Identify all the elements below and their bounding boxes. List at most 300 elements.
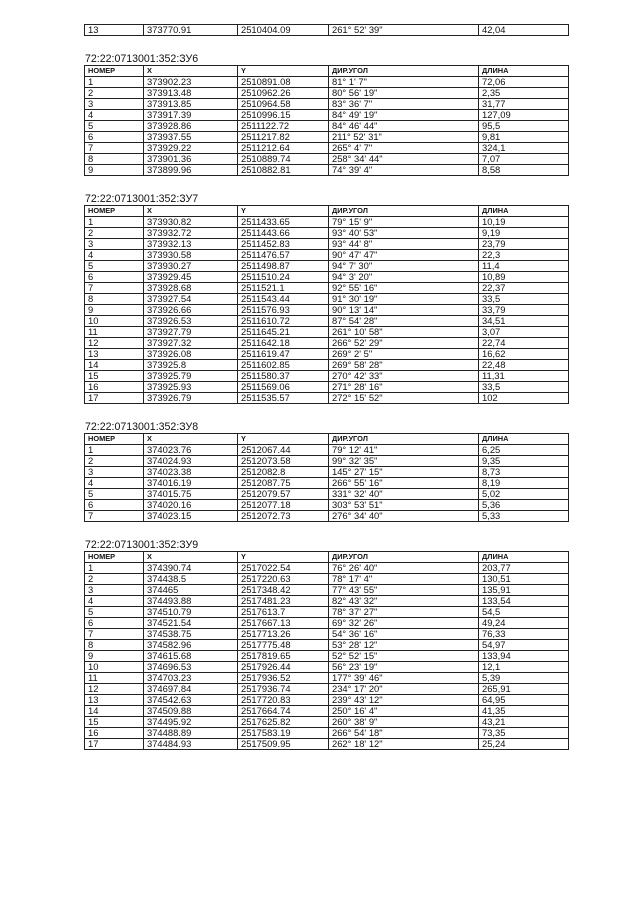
cell-x: 374015.75 (144, 489, 238, 500)
table-row (85, 165, 569, 176)
cell-length: 203,77 (479, 563, 569, 574)
cell-length: 10,19 (479, 217, 569, 228)
cell-number: 3 (85, 99, 144, 110)
cell-angle: 266° 54' 18" (329, 728, 479, 739)
cell-angle: 262° 18' 12" (329, 739, 479, 750)
header-x: X (144, 206, 238, 217)
cell-x: 374510.79 (144, 607, 238, 618)
cell-x: 373928.68 (144, 283, 238, 294)
table-row (85, 728, 569, 739)
cell-y: 2510962.26 (238, 88, 329, 99)
table-row (85, 585, 569, 596)
header-y: Y (238, 66, 329, 77)
cell-number: 1 (85, 217, 144, 228)
header-angle: ДИР.УГОЛ (329, 206, 479, 217)
cell-number: 12 (85, 338, 144, 349)
cell-y: 2517667.13 (238, 618, 329, 629)
table-row (85, 706, 569, 717)
cell-angle: 261° 10' 58" (329, 327, 479, 338)
cell-y: 2511521.1 (238, 283, 329, 294)
cell-angle: 90° 13' 14" (329, 305, 479, 316)
header-y: Y (238, 434, 329, 445)
cell-number: 6 (85, 500, 144, 511)
cell-angle: 76° 26' 40" (329, 563, 479, 574)
cell-angle: 266° 52' 29" (329, 338, 479, 349)
cell-number: 16 (85, 382, 144, 393)
table-row (85, 121, 569, 132)
cell-length: 25,24 (479, 739, 569, 750)
cell-x: 374438.5 (144, 574, 238, 585)
table-row (85, 563, 569, 574)
cell-y: 2511610.72 (238, 316, 329, 327)
table-row (85, 717, 569, 728)
cell-length: 7,07 (479, 154, 569, 165)
cell-y: 2510891.08 (238, 77, 329, 88)
cell-x: 373917.39 (144, 110, 238, 121)
cell-x: 374582.96 (144, 640, 238, 651)
header-number: НОМЕР (85, 206, 144, 217)
table-row (85, 316, 569, 327)
cell-y: 2512079.57 (238, 489, 329, 500)
cell-angle: 69° 32' 26" (329, 618, 479, 629)
cell-number: 12 (85, 684, 144, 695)
table-row (85, 132, 569, 143)
table-row (85, 445, 569, 456)
cell-x: 374703.23 (144, 673, 238, 684)
cell-number: 10 (85, 662, 144, 673)
cell-x: 373926.79 (144, 393, 238, 404)
cell-x: 373927.79 (144, 327, 238, 338)
cell-x: 374696.53 (144, 662, 238, 673)
cell-x: 374023.15 (144, 511, 238, 522)
table-row (85, 371, 569, 382)
cell-length: 22,48 (479, 360, 569, 371)
cell-length: 5,36 (479, 500, 569, 511)
cell-number: 11 (85, 327, 144, 338)
cell-number: 6 (85, 132, 144, 143)
cell-length: 8,19 (479, 478, 569, 489)
cell-x: 374016.19 (144, 478, 238, 489)
cell-length: 54,5 (479, 607, 569, 618)
header-number: НОМЕР (85, 552, 144, 563)
cell-y: 2510889.74 (238, 154, 329, 165)
cell-angle: 90° 47' 47" (329, 250, 479, 261)
cell-angle: 269° 58' 28" (329, 360, 479, 371)
cell-y: 2511122.72 (238, 121, 329, 132)
cell-number: 7 (85, 143, 144, 154)
cell-number: 1 (85, 445, 144, 456)
cell-y: 2517625.82 (238, 717, 329, 728)
table-row (85, 228, 569, 239)
table-row (85, 154, 569, 165)
cell-length: 6,25 (479, 445, 569, 456)
cell-number: 17 (85, 393, 144, 404)
cell-length: 5,39 (479, 673, 569, 684)
cell-y: 2512082.8 (238, 467, 329, 478)
table-row (85, 662, 569, 673)
header-angle: ДИР.УГОЛ (329, 552, 479, 563)
cell-y: 2511476.57 (238, 250, 329, 261)
cell-length: 8,73 (479, 467, 569, 478)
cell-number: 9 (85, 305, 144, 316)
cell-number: 13 (85, 695, 144, 706)
cell-length: 12,1 (479, 662, 569, 673)
cell-x: 373925.79 (144, 371, 238, 382)
cell-length: 11,31 (479, 371, 569, 382)
cell-x: 374542.63 (144, 695, 238, 706)
cell-y: 2517583.19 (238, 728, 329, 739)
coordinates-table (84, 65, 569, 176)
cell-number: 1 (85, 77, 144, 88)
cell-number: 15 (85, 371, 144, 382)
cell-angle: 258° 34' 44" (329, 154, 479, 165)
cell-x: 373927.32 (144, 338, 238, 349)
cell-angle: 56° 23' 19" (329, 662, 479, 673)
cell-number: 5 (85, 121, 144, 132)
header-length: ДЛИНА (479, 434, 569, 445)
cell-length: 23,79 (479, 239, 569, 250)
header-y: Y (238, 552, 329, 563)
cell-angle: 271° 28' 16" (329, 382, 479, 393)
table-row (85, 393, 569, 404)
cell-angle: 92° 55' 16" (329, 283, 479, 294)
cell-number: 1 (85, 563, 144, 574)
cell-angle: 91° 30' 19" (329, 294, 479, 305)
table-row (85, 467, 569, 478)
cell-length: 9,35 (479, 456, 569, 467)
cell-angle: 83° 36' 7" (329, 99, 479, 110)
section-title: 72:22:0713001:352:ЗУ6 (85, 53, 199, 65)
cell-length: 324,1 (479, 143, 569, 154)
table-row (85, 607, 569, 618)
cell-x: 373913.85 (144, 99, 238, 110)
table-row (85, 739, 569, 750)
cell-y: 2510964.58 (238, 99, 329, 110)
cell-angle: 276° 34' 40" (329, 511, 479, 522)
table-row (85, 500, 569, 511)
cell-y: 2511212.64 (238, 143, 329, 154)
table-row (85, 629, 569, 640)
table-row (85, 283, 569, 294)
cell-x: 374538.75 (144, 629, 238, 640)
cell-length: 133,54 (479, 596, 569, 607)
cell-y: 2511645.21 (238, 327, 329, 338)
cell-length: 102 (479, 393, 569, 404)
table-row (85, 489, 569, 500)
cell-length: 73,35 (479, 728, 569, 739)
cell-angle: 80° 56' 19" (329, 88, 479, 99)
cell-angle: 52° 52' 15" (329, 651, 479, 662)
cell-y: 2517713.26 (238, 629, 329, 640)
cell-x: 374615.68 (144, 651, 238, 662)
cell-angle: 93° 44' 8" (329, 239, 479, 250)
table-row (85, 618, 569, 629)
cell-y: 2512087.75 (238, 478, 329, 489)
coordinates-table (84, 551, 569, 750)
cell-angle: 272° 15' 52" (329, 393, 479, 404)
cell-number: 2 (85, 228, 144, 239)
table-row (85, 338, 569, 349)
cell-x: 373929.22 (144, 143, 238, 154)
cell-number: 4 (85, 110, 144, 121)
cell-length: 49,24 (479, 618, 569, 629)
cell-y: 2517819.65 (238, 651, 329, 662)
header-y: Y (238, 206, 329, 217)
table-row (85, 217, 569, 228)
cell-angle: 54° 36' 16" (329, 629, 479, 640)
cell-length: 64,95 (479, 695, 569, 706)
table-row (85, 239, 569, 250)
cell-x: 373932.13 (144, 239, 238, 250)
cell-y: 2517926.44 (238, 662, 329, 673)
cell-number: 3 (85, 239, 144, 250)
header-angle: ДИР.УГОЛ (329, 66, 479, 77)
cell-angle: 94° 7' 30" (329, 261, 479, 272)
cell-number: 15 (85, 717, 144, 728)
cell-y: 2517936.74 (238, 684, 329, 695)
cell-x: 373932.72 (144, 228, 238, 239)
table-row (85, 77, 569, 88)
cell-y: 2511642.18 (238, 338, 329, 349)
cell-x: 373899.96 (144, 165, 238, 176)
cell-y: 2511619.47 (238, 349, 329, 360)
header-x: X (144, 66, 238, 77)
table-row (85, 456, 569, 467)
cell-x: 374465 (144, 585, 238, 596)
cell-y: 2511580.37 (238, 371, 329, 382)
cell-x: 374697.84 (144, 684, 238, 695)
table-header-row (85, 552, 569, 563)
cell-length: 2,35 (479, 88, 569, 99)
table-row (85, 640, 569, 651)
header-length: ДЛИНА (479, 206, 569, 217)
cell-angle: 211° 52' 31" (329, 132, 479, 143)
cell-angle: 234° 17' 20" (329, 684, 479, 695)
cell-angle: 331° 32' 40" (329, 489, 479, 500)
header-length: ДЛИНА (479, 66, 569, 77)
table-row (85, 261, 569, 272)
cell-length: 33,5 (479, 294, 569, 305)
table-row (85, 596, 569, 607)
cell-length: 31,77 (479, 99, 569, 110)
cell-length: 72,06 (479, 77, 569, 88)
cell-angle: 77° 43' 55" (329, 585, 479, 596)
cell-x: 373929.45 (144, 272, 238, 283)
cell-number: 6 (85, 618, 144, 629)
cell-angle: 265° 4' 7" (329, 143, 479, 154)
cell-number: 13 (85, 349, 144, 360)
cell-x: 373926.08 (144, 349, 238, 360)
cell-number: 13 (85, 25, 144, 36)
cell-number: 14 (85, 706, 144, 717)
cell-x: 374493.88 (144, 596, 238, 607)
cell-angle: 250° 16' 4" (329, 706, 479, 717)
section-title: 72:22:0713001:352:ЗУ7 (85, 193, 199, 205)
cell-x: 373926.53 (144, 316, 238, 327)
cell-length: 10,89 (479, 272, 569, 283)
cell-number: 9 (85, 165, 144, 176)
cell-angle: 303° 53' 51" (329, 500, 479, 511)
table-row (85, 88, 569, 99)
cell-x: 373901.36 (144, 154, 238, 165)
table-row (85, 327, 569, 338)
cell-number: 7 (85, 283, 144, 294)
cell-x: 374024.93 (144, 456, 238, 467)
cell-x: 373926.66 (144, 305, 238, 316)
cell-y: 2512067.44 (238, 445, 329, 456)
cell-x: 374488.89 (144, 728, 238, 739)
coordinates-table (84, 205, 569, 404)
table-row (85, 382, 569, 393)
document-page (84, 24, 568, 750)
cell-angle: 74° 39' 4" (329, 165, 479, 176)
cell-number: 8 (85, 154, 144, 165)
table-row (85, 250, 569, 261)
table-row (85, 673, 569, 684)
cell-y: 2512073.58 (238, 456, 329, 467)
table-row (85, 272, 569, 283)
header-x: X (144, 552, 238, 563)
cell-y: 2511543.44 (238, 294, 329, 305)
cell-angle: 260° 38' 9" (329, 717, 479, 728)
cell-angle: 99° 32' 35" (329, 456, 479, 467)
table-row (85, 684, 569, 695)
cell-number: 3 (85, 467, 144, 478)
cell-length: 3,07 (479, 327, 569, 338)
cell-angle: 94° 3' 20" (329, 272, 479, 283)
cell-angle: 79° 15' 9" (329, 217, 479, 228)
cell-length: 265,91 (479, 684, 569, 695)
section-title: 72:22:0713001:352:ЗУ9 (85, 539, 199, 551)
cell-number: 5 (85, 607, 144, 618)
cell-number: 17 (85, 739, 144, 750)
cell-x: 374390.74 (144, 563, 238, 574)
cell-number: 4 (85, 596, 144, 607)
cell-length: 54,97 (479, 640, 569, 651)
cell-number: 5 (85, 261, 144, 272)
cell-x: 374023.38 (144, 467, 238, 478)
continuation-table (84, 24, 569, 36)
table-row (85, 574, 569, 585)
table-header-row (85, 66, 569, 77)
cell-length: 22,3 (479, 250, 569, 261)
cell-y: 2510996.15 (238, 110, 329, 121)
cell-x: 373937.55 (144, 132, 238, 143)
cell-y: 2517775.48 (238, 640, 329, 651)
cell-x: 373930.27 (144, 261, 238, 272)
cell-number: 8 (85, 640, 144, 651)
cell-x: 373925.93 (144, 382, 238, 393)
cell-length: 127,09 (479, 110, 569, 121)
cell-y: 2510882.81 (238, 165, 329, 176)
cell-length: 33,5 (479, 382, 569, 393)
cell-x: 373925.8 (144, 360, 238, 371)
cell-y: 2517664.74 (238, 706, 329, 717)
cell-y: 2517720.83 (238, 695, 329, 706)
cell-number: 7 (85, 511, 144, 522)
cell-y: 2511576.93 (238, 305, 329, 316)
cell-y: 2517022.54 (238, 563, 329, 574)
table-header-row (85, 206, 569, 217)
cell-angle: 81° 1' 7" (329, 77, 479, 88)
cell-x: 373913.48 (144, 88, 238, 99)
header-angle: ДИР.УГОЛ (329, 434, 479, 445)
table-row (85, 651, 569, 662)
cell-number: 14 (85, 360, 144, 371)
cell-angle: 239° 43' 12" (329, 695, 479, 706)
cell-length: 33,79 (479, 305, 569, 316)
cell-angle: 53° 28' 12" (329, 640, 479, 651)
cell-length: 8,58 (479, 165, 569, 176)
cell-length: 76,33 (479, 629, 569, 640)
cell-angle: 269° 2' 5" (329, 349, 479, 360)
table-row (85, 294, 569, 305)
cell-angle: 270° 42' 33" (329, 371, 479, 382)
cell-y: 2517220.63 (238, 574, 329, 585)
cell-x: 373928.86 (144, 121, 238, 132)
cell-y: 2511217.82 (238, 132, 329, 143)
cell-y: 2511433.65 (238, 217, 329, 228)
cell-number: 8 (85, 294, 144, 305)
cell-y: 2517481.23 (238, 596, 329, 607)
cell-x: 373927.54 (144, 294, 238, 305)
table-row (85, 695, 569, 706)
cell-y: 2510404.09 (238, 25, 329, 36)
cell-angle: 78° 37' 27" (329, 607, 479, 618)
table-row (85, 305, 569, 316)
table-row (85, 143, 569, 154)
cell-length: 130,51 (479, 574, 569, 585)
cell-length: 16,62 (479, 349, 569, 360)
cell-number: 2 (85, 574, 144, 585)
cell-number: 11 (85, 673, 144, 684)
cell-angle: 84° 49' 19" (329, 110, 479, 121)
header-x: X (144, 434, 238, 445)
cell-angle: 82° 43' 32" (329, 596, 479, 607)
cell-y: 2517509.95 (238, 739, 329, 750)
cell-y: 2512077.18 (238, 500, 329, 511)
cell-y: 2511569.06 (238, 382, 329, 393)
cell-length: 34,51 (479, 316, 569, 327)
cell-length: 135,91 (479, 585, 569, 596)
cell-length: 9,19 (479, 228, 569, 239)
cell-length: 95,5 (479, 121, 569, 132)
table-row (85, 478, 569, 489)
cell-length: 22,74 (479, 338, 569, 349)
cell-x: 374020.16 (144, 500, 238, 511)
cell-y: 2511443.66 (238, 228, 329, 239)
cell-angle: 266° 55' 16" (329, 478, 479, 489)
cell-x: 373770.91 (144, 25, 238, 36)
cell-y: 2511498.87 (238, 261, 329, 272)
cell-x: 374509.88 (144, 706, 238, 717)
cell-length: 11,4 (479, 261, 569, 272)
cell-y: 2511535.57 (238, 393, 329, 404)
cell-number: 3 (85, 585, 144, 596)
cell-y: 2517936.52 (238, 673, 329, 684)
cell-number: 10 (85, 316, 144, 327)
cell-length: 43,21 (479, 717, 569, 728)
cell-length: 9,81 (479, 132, 569, 143)
cell-x: 373930.58 (144, 250, 238, 261)
cell-number: 4 (85, 250, 144, 261)
table-row (85, 511, 569, 522)
table-row (85, 25, 569, 36)
cell-y: 2511602.85 (238, 360, 329, 371)
cell-number: 7 (85, 629, 144, 640)
cell-y: 2511452.83 (238, 239, 329, 250)
cell-angle: 84° 46' 44" (329, 121, 479, 132)
